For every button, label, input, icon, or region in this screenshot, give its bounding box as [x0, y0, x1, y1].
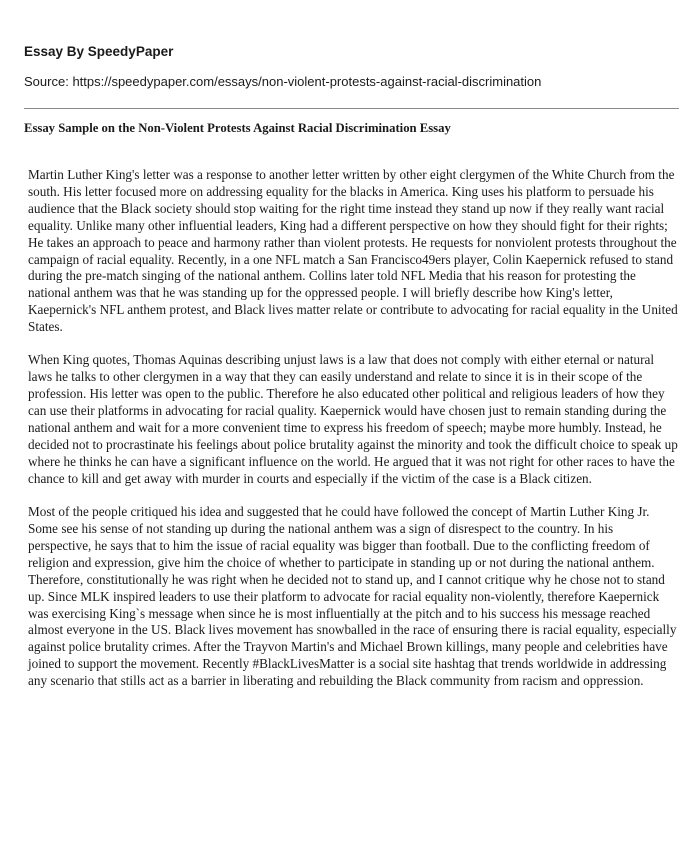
- essay-body: [28, 167, 679, 706]
- site-title: Essay By SpeedyPaper: [24, 44, 174, 59]
- source-line: [24, 74, 541, 89]
- essay-paragraph-2: When King quotes, Thomas Aquinas describing unjust laws is a law that does not comply with either eternal or natural laws he talks to other clergymen in a way that they can easily understand and relate to since it is in their scope of the profession. His letter was open to the public. Therefore he also educated other political and religious leaders of how they can use their platforms in advocating for racial quality. Kaepernick would have chosen just to remain standing during the national anthem and wait for a more convenient time to express his freedom of speech; maybe more humbly. Instead, he decided not to procrastinate his feelings about police brutality against the minority and took the difficult choice to speak up where he thinks he can have a significant influence on the world. He argued that it was not right for other races to have the chance to kill and get away with murder in courts and especially if the victim of the case is a Black citizen.: [28, 352, 678, 486]
- source-label: Source:: [24, 74, 69, 89]
- source-url: https://speedypaper.com/essays/non-violent-protests-against-racial-discrimination: [72, 74, 542, 89]
- essay-paragraph-3: Most of the people critiqued his idea and suggested that he could have followed the concept of Martin Luther King Jr. Some see his sense of not standing up during the national anthem was a sign of disrespect to the country. In his perspective, he says that to him the issue of racial equality was bigger than football. Due to the conflicting freedom of religion and expression, give him the choice of whether to participate in standing up or not during the national anthem. Therefore, constitutionally he was right when he decided not to stand up, and I cannot critique why he chose not to stand up. Since MLK inspired leaders to use their platform to advocate for racial equality non-violently, therefore Kaepernick was exercising King`s message when since he is most influentially at the pitch and to his success his message reached almost everyone in the US. Black lives movement has snowballed in the race of ensuring there is racial equality, especially against police brutality crimes. After the Trayvon Martin's and Michael Brown killings, many people and celebrities have joined to support the movement. Recently #BlackLivesMatter is a social site hashtag that trends worldwide in addressing any scenario that stills act as a barrier in liberating and rebuilding the Black community from racism and oppression.: [28, 504, 677, 689]
- essay-title: Essay Sample on the Non-Violent Protests Against Racial Discrimination Essay: [24, 121, 451, 135]
- essay-paragraph-1: Martin Luther King's letter was a response to another letter written by other eight clergymen of the White Church from the south. His letter focused more on addressing equality for the blacks in America. King uses his platform to persuade his audience that the Black society should stop waiting for the right time instead they stand up now if they really want racial equality. Unlike many other influential leaders, King had a different perspective on how they should fight for their rights; He takes an approach to peace and harmony rather than violent protests. He requests for nonviolent protests throughout the campaign of racial equality. Recently, in a one NFL match a San Francisco49ers player, Colin Kaepernick refused to stand during the pre-match singing of the national anthem. Collins later told NFL Media that his reason for protesting the national anthem was that he was standing up for the oppressed people. I will briefly describe how King's letter, Kaepernick's NFL anthem protest, and Black lives matter relate or contribute to advocating for racial equality in the United States.: [28, 167, 678, 335]
- header-divider: [24, 108, 679, 109]
